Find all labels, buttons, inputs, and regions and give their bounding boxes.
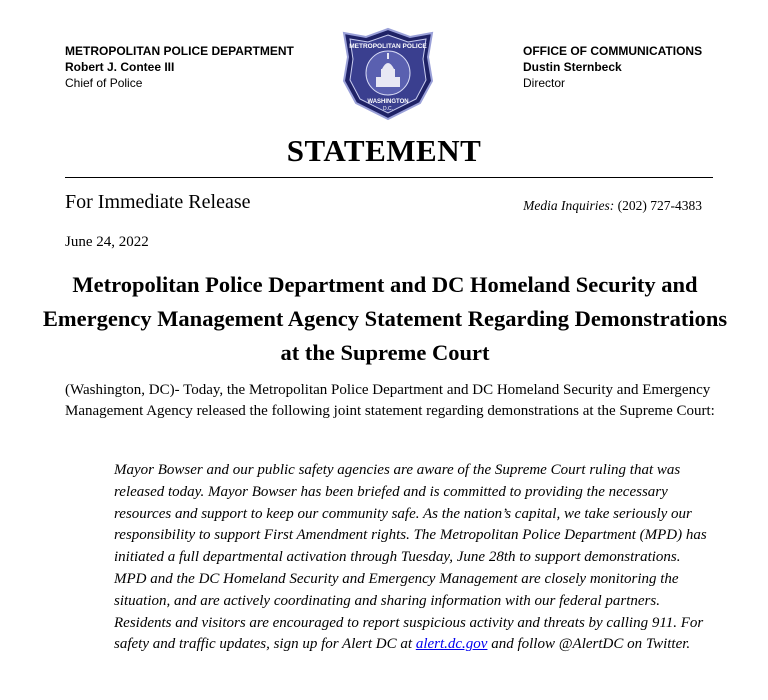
media-inquiries — [523, 198, 702, 214]
quote-text-after: and follow @AlertDC on Twitter. — [487, 636, 691, 653]
quoted-statement — [114, 460, 714, 656]
department-name: METROPOLITAN POLICE DEPARTMENT — [65, 44, 294, 58]
director-title: Director — [523, 76, 566, 90]
intro-paragraph: (Washington, DC)- Today, the Metropolitan Police Department and DC Homeland Security and Emergency Management Agency released the following joint statement regarding demonstrations at the Supreme Court: — [65, 382, 715, 419]
chief-title: Chief of Police — [65, 76, 143, 90]
header-left — [65, 43, 294, 91]
statement-title: STATEMENT — [286, 133, 482, 168]
chief-name: Robert J. Contee III — [65, 60, 175, 74]
title-divider — [65, 177, 713, 178]
alert-dc-link[interactable]: alert.dc.gov — [415, 636, 488, 653]
director-name: Dustin Sternbeck — [523, 60, 622, 74]
media-phone: (202) 727-4383 — [617, 198, 702, 213]
header-right — [523, 43, 702, 91]
badge-sub-text: D.C. — [383, 106, 393, 112]
release-date: June 24, 2022 — [65, 234, 149, 250]
office-name: OFFICE OF COMMUNICATIONS — [523, 44, 703, 58]
quote-text-before: Mayor Bowser and our public safety agencies are aware of the Supreme Court ruling that was released today. Mayor Bowser has been briefed and is committed to providing the necessary resources and support to keep our community safe. As the nation’s capital, we take seriously our responsibility to support First Amendment rights. The Metropolitan Police Department (MPD) has initiated a full departmental activation through Tuesday, June 28th to support demonstrations. MPD and the DC Homeland Security and Emergency Management are closely monitoring the situation, and are actively coordinating and sharing information with our federal partners. Residents and visitors are encouraged to report suspicious activity and threats by calling 911. For safety and traffic updates, sign up for Alert DC at — [114, 462, 707, 653]
release-label: For Immediate Release — [65, 191, 251, 213]
badge-top-text: METROPOLITAN POLICE — [349, 43, 427, 50]
badge-bottom-text: WASHINGTON — [367, 99, 409, 105]
media-label: Media Inquiries: — [523, 198, 615, 213]
headline: Metropolitan Police Department and DC Homeland Security and Emergency Management Agency Statement Regarding Demonstrations at the Supreme Court — [42, 272, 728, 365]
police-badge-logo — [340, 27, 436, 121]
